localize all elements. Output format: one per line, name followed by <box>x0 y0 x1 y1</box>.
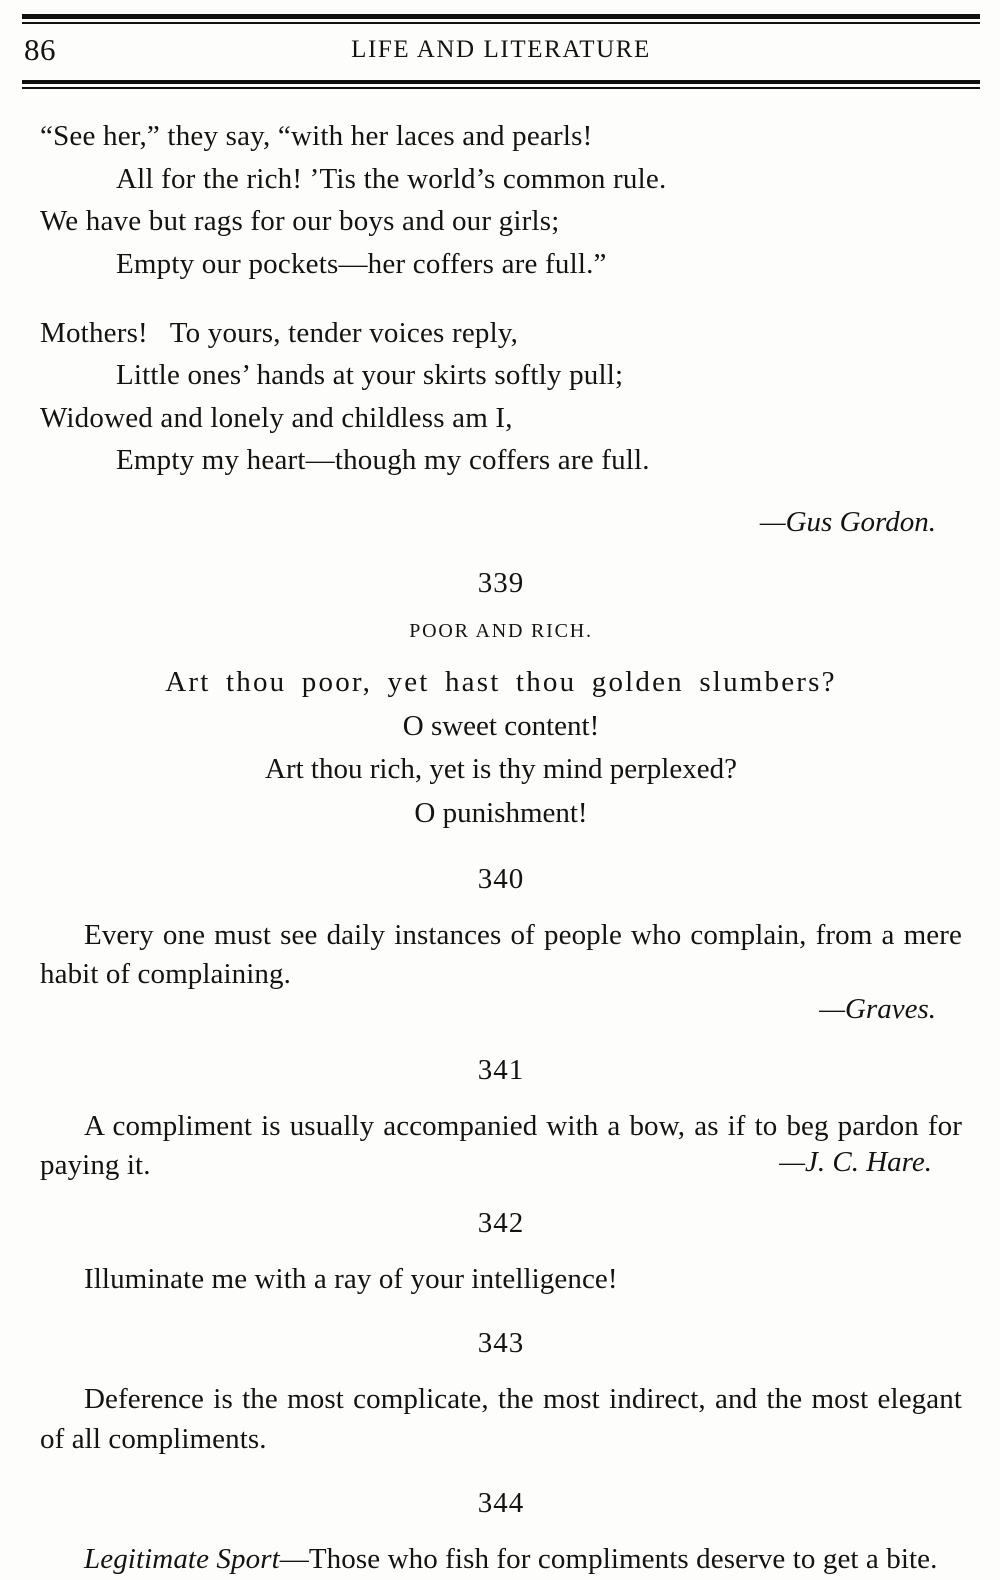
entry-number: 340 <box>477 863 525 895</box>
poem-line: Empty our pockets—her coffers are full.” <box>116 247 607 280</box>
poem-stanza-2 <box>40 312 962 483</box>
page-header <box>22 24 980 80</box>
poem-line: Widowed and lonely and childless am I, <box>40 401 513 434</box>
entry-lead-in: Legitimate Sport <box>84 1543 280 1576</box>
entry-number: 343 <box>477 1327 525 1360</box>
entry-text <box>40 1260 962 1299</box>
entry-attribution: —J. C. Hare. <box>779 1145 932 1178</box>
poem-line: All for the rich! ’Tis the world’s common rule. <box>116 162 667 195</box>
entry-paragraph: Every one must see daily instances of people who complain, from a mere habit of complaining. <box>40 919 962 991</box>
entry-paragraph: Deference is the most complicate, the most indirect, and the most elegant of all compliments. <box>40 1383 962 1455</box>
entry-number: 341 <box>477 1053 525 1086</box>
entry-title: POOR AND RICH. <box>409 620 593 642</box>
entry-text <box>40 1540 962 1579</box>
poem-stanza-1 <box>40 115 962 286</box>
entry-paragraph: Illuminate me with a ray of your intelligence! <box>84 1262 618 1295</box>
entry-verse <box>40 661 962 835</box>
poem-line: Mothers! To yours, tender voices reply, <box>40 316 519 349</box>
verse-line: Art thou rich, yet is thy mind perplexed? <box>265 753 737 785</box>
entry-number: 339 <box>477 567 525 599</box>
verse-line: O sweet content! <box>402 709 600 742</box>
header-rule-top <box>22 14 980 19</box>
page-content <box>22 115 980 1580</box>
header-rule-bottom <box>22 80 980 84</box>
poem-attribution: —Gus Gordon. <box>759 506 936 538</box>
page-number: 86 <box>24 32 56 67</box>
entry-number: 342 <box>477 1206 525 1239</box>
entry-text <box>40 1380 962 1459</box>
entry-paragraph: —Those who fish for compliments deserve to get a bite. <box>279 1543 938 1576</box>
entry-text <box>40 916 962 995</box>
poem-line: Empty my heart—though my coffers are full. <box>116 444 650 477</box>
poem-continuation <box>40 115 962 482</box>
entry-number: 344 <box>477 1487 525 1520</box>
poem-line: We have but rags for our boys and our girls; <box>40 205 560 238</box>
poem-line: Little ones’ hands at your skirts softly pull; <box>116 359 624 392</box>
verse-line: Art thou poor, yet hast thou golden slumbers? <box>165 666 837 698</box>
running-title: LIFE AND LITERATURE <box>351 36 651 63</box>
entry-attribution: —Graves. <box>819 992 936 1025</box>
poem-line: “See her,” they say, “with her laces and pearls! <box>40 120 593 152</box>
verse-line: O punishment! <box>414 796 588 829</box>
entry-paragraph: A compliment is usually accompanied with a bow, as if to beg pardon for paying it. <box>40 1109 962 1182</box>
header-rule-bottom-thin <box>22 87 980 89</box>
